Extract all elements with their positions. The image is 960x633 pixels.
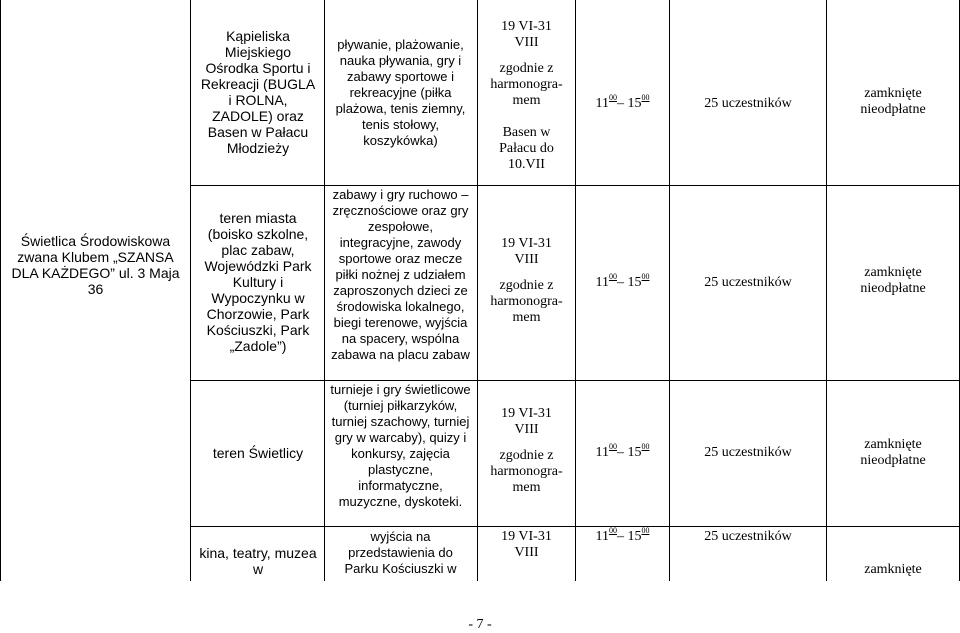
column-divider bbox=[190, 0, 191, 581]
time-end-min: 00 bbox=[641, 93, 650, 102]
dates-line: zgodnie z bbox=[499, 448, 554, 463]
page-number: - 7 - bbox=[468, 617, 492, 632]
place-cell bbox=[199, 28, 317, 156]
dates-line: 19 VI-31 bbox=[501, 529, 552, 544]
time-dash: – bbox=[616, 529, 628, 544]
dates-line: VIII bbox=[514, 545, 539, 560]
dates-line: mem bbox=[512, 310, 541, 325]
time-end: 15 bbox=[627, 529, 642, 544]
dates-line: VIII bbox=[514, 35, 539, 50]
participants-cell bbox=[670, 445, 826, 461]
participants-text: 25 uczestników bbox=[704, 275, 792, 290]
row-divider bbox=[190, 185, 960, 186]
time-cell bbox=[576, 526, 669, 545]
participants-cell bbox=[670, 275, 826, 291]
time-dash: – bbox=[616, 275, 628, 290]
status-text: zamknięte bbox=[864, 265, 922, 280]
dates-line: zgodnie z bbox=[499, 61, 554, 76]
place-cell bbox=[199, 445, 317, 461]
place-text: kina, teatry, muzea w bbox=[199, 545, 317, 577]
table-border-left bbox=[0, 0, 1, 581]
status-text: zamknięte bbox=[864, 562, 922, 577]
time-start-min: 00 bbox=[608, 272, 617, 281]
organizer-label: Świetlica Środowiskowa zwana Klubem „SZANSA DLA KAŻDEGO” ul. 3 Maja 36 bbox=[11, 233, 180, 297]
participants-text: 25 uczestników bbox=[704, 445, 792, 460]
time-start: 11 bbox=[595, 275, 609, 290]
dates-line: harmonogra- bbox=[490, 77, 563, 92]
dates-line: harmonogra- bbox=[490, 294, 563, 309]
dates-cell bbox=[478, 19, 575, 173]
dates-cell bbox=[478, 406, 575, 496]
place-text: Kąpieliska Miejskiego Ośrodka Sportu i Rekreacji (BUGLA i ROLNA, ZADOLE) oraz Basen w Pałacu Młodzieży bbox=[200, 28, 316, 156]
time-cell bbox=[576, 442, 669, 461]
row-divider bbox=[190, 526, 960, 527]
activities-text: pływanie, plażowanie, nauka pływania, gry i zabawy sportowe i rekreacyjne (piłka plażowa, tenis ziemny, tenis stołowy, koszykówka) bbox=[335, 37, 466, 148]
dates-line: 19 VI-31 bbox=[501, 406, 552, 421]
status-cell bbox=[827, 265, 959, 297]
fee-text: nieodpłatne bbox=[860, 281, 926, 296]
status-cell bbox=[827, 562, 959, 578]
time-end-min: 00 bbox=[641, 442, 650, 451]
place-text: teren Świetlicy bbox=[212, 445, 304, 461]
fee-text: nieodpłatne bbox=[860, 102, 926, 117]
dates-line: VIII bbox=[514, 252, 539, 267]
dates-line: mem bbox=[512, 93, 541, 108]
activities-cell bbox=[330, 187, 471, 363]
fee-text: nieodpłatne bbox=[860, 453, 926, 468]
time-end: 15 bbox=[627, 445, 642, 460]
dates-line: 10.VII bbox=[508, 157, 545, 172]
time-start-min: 00 bbox=[608, 526, 617, 535]
dates-line: VIII bbox=[514, 422, 539, 437]
dates-line: Basen w bbox=[502, 125, 551, 140]
time-end-min: 00 bbox=[641, 272, 650, 281]
activities-text: turnieje i gry świetlicowe (turniej piłkarzyków, turniej szachowy, turniej gry w warcaby), quizy i konkursy, zajęcia plastyczne, informatyczne, muzyczne, dyskoteki. bbox=[330, 382, 471, 509]
status-cell bbox=[827, 437, 959, 469]
participants-cell bbox=[670, 529, 826, 545]
activities-cell bbox=[330, 37, 471, 149]
time-start: 11 bbox=[595, 96, 609, 111]
time-dash: – bbox=[616, 96, 628, 111]
time-start: 11 bbox=[595, 445, 609, 460]
time-start-min: 00 bbox=[608, 442, 617, 451]
dates-cell bbox=[478, 529, 575, 561]
time-end: 15 bbox=[627, 275, 642, 290]
status-text: zamknięte bbox=[864, 437, 922, 452]
time-end-min: 00 bbox=[641, 526, 650, 535]
dates-line: Pałacu do bbox=[499, 141, 554, 156]
dates-line: harmonogra- bbox=[490, 464, 563, 479]
organizer-cell bbox=[4, 233, 187, 297]
time-end: 15 bbox=[627, 96, 642, 111]
activities-cell bbox=[330, 529, 471, 577]
dates-line: mem bbox=[512, 480, 541, 495]
activities-cell bbox=[330, 382, 471, 510]
time-dash: – bbox=[616, 445, 628, 460]
dates-line: 19 VI-31 bbox=[501, 19, 552, 34]
place-cell bbox=[199, 210, 317, 354]
time-cell bbox=[576, 93, 669, 112]
place-cell bbox=[199, 545, 317, 577]
time-start: 11 bbox=[595, 529, 609, 544]
row-divider bbox=[190, 380, 960, 381]
activities-text: zabawy i gry ruchowo – zręcznościowe oraz gry zespołowe, integracyjne, zawody sportowe oraz mecze piłki nożnej z udziałem zaproszonych dzieci ze środowiska lokalnego, biegi terenowe, wyjścia na spacery, wspólna zabawa na placu zabaw bbox=[331, 187, 470, 362]
participants-cell bbox=[670, 96, 826, 112]
status-text: zamknięte bbox=[864, 86, 922, 101]
participants-text: 25 uczestników bbox=[704, 96, 792, 111]
dates-line: 19 VI-31 bbox=[501, 236, 552, 251]
column-divider bbox=[324, 0, 325, 581]
participants-text: 25 uczestników bbox=[704, 529, 792, 544]
dates-cell bbox=[478, 236, 575, 326]
dates-line: zgodnie z bbox=[499, 278, 554, 293]
time-cell bbox=[576, 272, 669, 291]
place-text: teren miasta (boisko szkolne, plac zabaw, Wojewódzki Park Kultury i Wypoczynku w Chorzowie, Park Kościuszki, Park „Zadole”) bbox=[204, 210, 312, 354]
time-start-min: 00 bbox=[608, 93, 617, 102]
status-cell bbox=[827, 86, 959, 118]
activities-text: wyjścia na przedstawienia do Parku Kościuszki w bbox=[344, 529, 457, 576]
